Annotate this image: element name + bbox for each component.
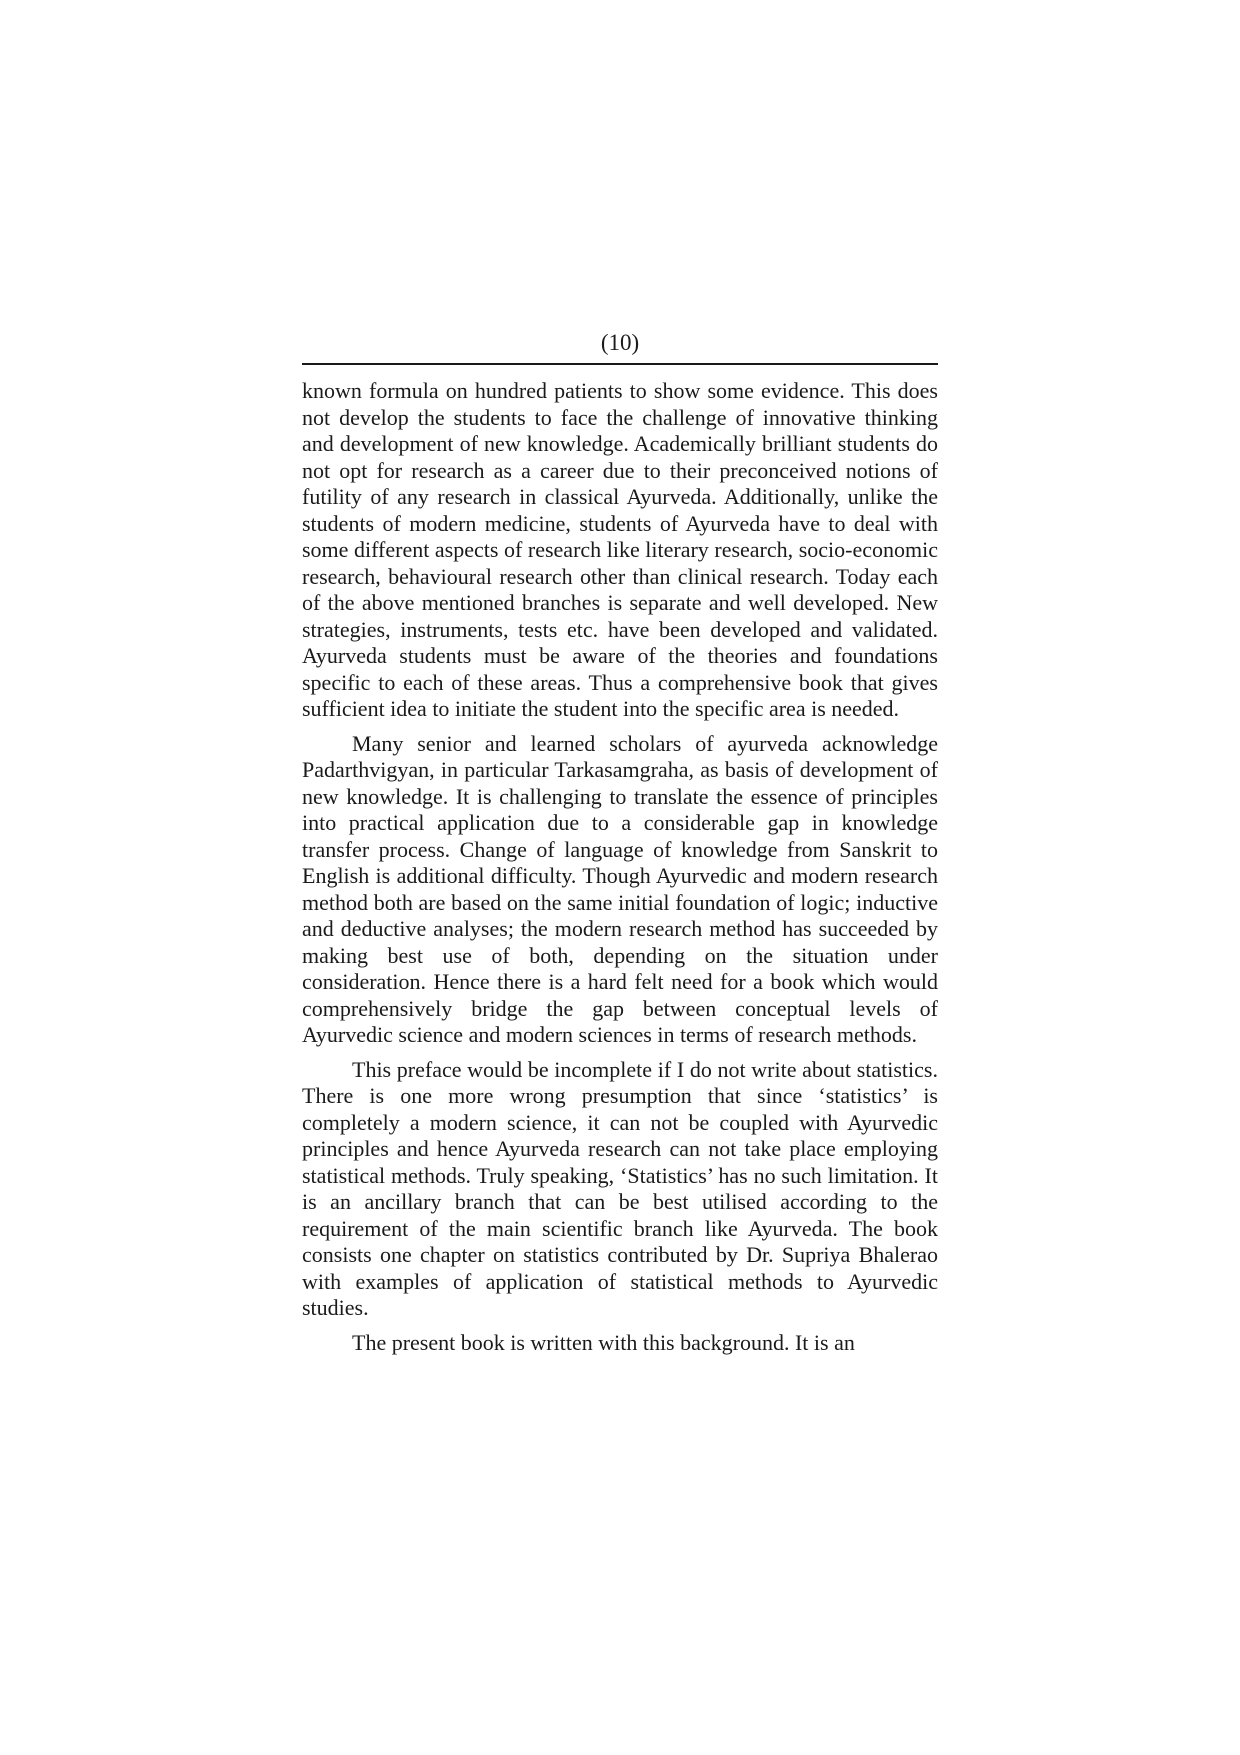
paragraph-present-book: The present book is written with this background. It is an [352,1329,855,1355]
body-text [302,378,938,1356]
header-rule [302,363,938,365]
paragraph-statistics: This preface would be incomplete if I do not write about statistics. There is one more wrong presumption that since ‘statistics’ is completely a modern science, it can not be coupled with Ayurvedic principles and hence Ayurveda research can not take place employing statistical methods. Truly speaking, ‘Statistics’ has no such limitation. It is an ancillary branch that can be best utilised according to the requirement of the main scientific branch like Ayurveda. The book consists one chapter on statistics contributed by Dr. Supriya Bhalerao with examples of application of statistical methods to Ayurvedic studies. [302,1056,938,1320]
paragraph-continued: known formula on hundred patients to show some evidence. This does not develop the students to face the challenge of innovative thinking and development of new knowledge. Academically brilliant students do not opt for research as a career due to their preconceived notions of futility of any research in classical Ayurveda. Additionally, unlike the students of modern medicine, students of Ayurveda have to deal with some different aspects of research like literary research, socio-economic research, behavioural research other than clinical research. Today each of the above mentioned branches is separate and well developed. New strategies, instruments, tests etc. have been developed and validated. Ayurveda students must be aware of the theories and foundations specific to each of these areas. Thus a comprehensive book that gives sufficient idea to initiate the student into the specific area is needed. [302,378,938,721]
page-number: (10) [600,330,640,355]
paragraph-scholars: Many senior and learned scholars of ayurveda acknowledge Padarthvigyan, in particular Tarkasamgraha, as basis of development of new knowledge. It is challenging to translate the essence of principles into practical application due to a considerable gap in knowledge transfer process. Change of language of knowledge from Sanskrit to English is additional difficulty. Though Ayurvedic and modern research method both are based on the same initial foundation of logic; inductive and deductive analyses; the modern research method has succeeded by making best use of both, depending on the situation under consideration. Hence there is a hard felt need for a book which would comprehensively bridge the gap between conceptual levels of Ayurvedic science and modern sciences in terms of research methods. [302,730,938,1047]
